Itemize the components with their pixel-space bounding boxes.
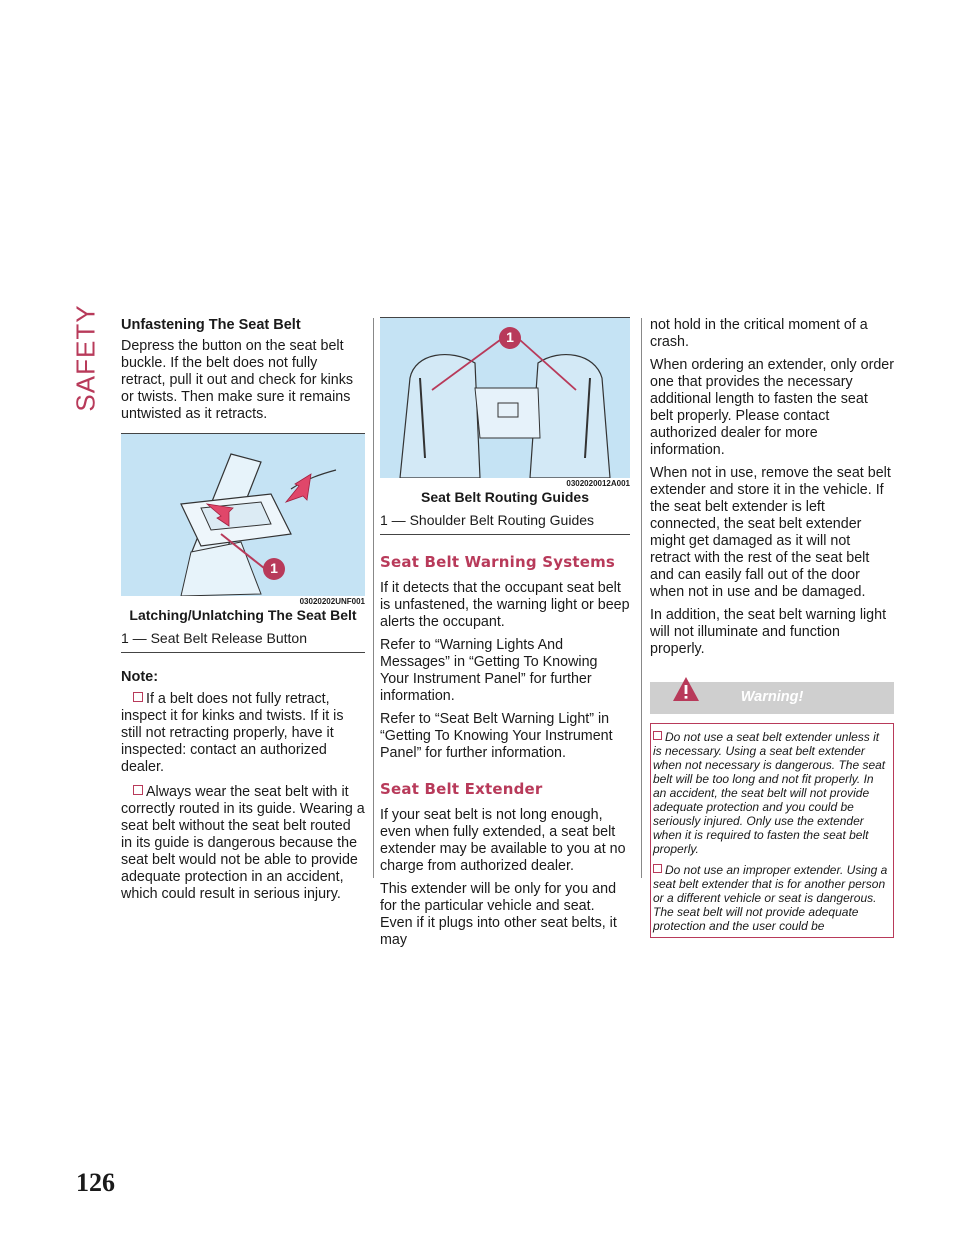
checkbox-bullet-icon <box>133 785 143 795</box>
warning-header <box>650 682 894 714</box>
warning-text: Do not use an improper extender. Using a seat belt extender that is for another person or a different vehicle or seat is dangerous. The seat belt will not provide adequate protection and the user could be <box>653 863 888 933</box>
figure-legend: 1 — Seat Belt Release Button <box>121 630 365 653</box>
figure-caption: Latching/Unlatching The Seat Belt <box>129 607 357 623</box>
subheading-unfastening: Unfastening The Seat Belt <box>121 317 301 333</box>
callout-number: 1 <box>270 560 278 576</box>
paragraph: If your seat belt is not long enough, even when fully extended, a seat belt extender may be available to you at no charge from authorized dealer. <box>380 807 626 874</box>
paragraph: When ordering an extender, only order one that provides the necessary additional length to fasten the seat belt properly. Please contact authorized dealer for more information. <box>650 357 894 458</box>
paragraph: If it detects that the occupant seat belt is unfastened, the warning light or beep alerts the occupant. <box>380 580 630 630</box>
warning-box <box>650 723 894 938</box>
bullet-text: Always wear the seat belt with it correctly routed in its guide. Wearing a seat belt without the seat belt routed in its guide is dangerous because the seat belt would not be able to provide adequate protection in an accident, which could result in serious injury. <box>121 784 365 902</box>
paragraph: In addition, the seat belt warning light will not illuminate and function properly. <box>650 607 887 657</box>
paragraph: When not in use, remove the seat belt extender and store it in the vehicle. If the seat belt extender is left connected, the seat belt extender might get damaged as it will not retract with the rest of the seat belt and can easily fall out of the door when not in use and be damaged. <box>650 465 891 600</box>
section-side-label <box>66 304 106 412</box>
paragraph: Refer to “Warning Lights And Messages” in “Getting To Knowing Your Instrument Panel” for further information. <box>380 637 598 704</box>
note-bullet <box>121 691 365 776</box>
warning-text: Do not use a seat belt extender unless it is necessary. Using a seat belt extender when not necessary is dangerous. The seat belt will be too long and not fit properly. In an accident, the seat belt will not provide adequate protection and you could be seriously injured. Only use the extender when it is required to fasten the seat belt properly. <box>653 730 886 856</box>
figure-caption: Seat Belt Routing Guides <box>420 489 589 505</box>
warning-title: Warning! <box>740 689 804 705</box>
warning-item <box>653 863 890 933</box>
section-heading-warning-systems: Seat Belt Warning Systems <box>380 553 616 571</box>
figure-routing-guides <box>380 317 630 478</box>
paragraph: not hold in the critical moment of a crash. <box>650 317 868 350</box>
column-divider <box>641 318 642 878</box>
checkbox-bullet-icon <box>133 692 143 702</box>
note-bullet <box>121 784 365 903</box>
paragraph: Refer to “Seat Belt Warning Light” in “Getting To Knowing Your Instrument Panel” for further information. <box>380 711 613 761</box>
paragraph: This extender will be only for you and for the particular vehicle and seat. Even if it plugs into other seat belts, it may <box>380 881 617 948</box>
checkbox-bullet-icon <box>653 864 662 873</box>
seat-belt-buckle-illustration <box>121 434 365 596</box>
note-title: Note: <box>121 669 159 685</box>
section-heading-extender: Seat Belt Extender <box>380 780 543 798</box>
column-1 <box>121 317 365 911</box>
page-number: 126 <box>76 1168 115 1197</box>
figure-code: 0302020012A001 <box>566 479 630 488</box>
side-label-text: SAFETY <box>70 304 101 412</box>
bullet-text: If a belt does not fully retract, inspect it for kinks and twists. If it is still not retracting properly, have it inspected: contact an authorized dealer. <box>121 691 344 775</box>
figure-legend: 1 — Shoulder Belt Routing Guides <box>380 512 630 535</box>
column-2 <box>380 317 630 955</box>
column-divider <box>373 318 374 878</box>
figure-code: 03020202UNF001 <box>299 597 365 606</box>
figure-seat-belt-buckle <box>121 433 365 596</box>
column-3 <box>650 317 894 938</box>
checkbox-bullet-icon <box>653 731 662 740</box>
warning-item <box>653 730 890 856</box>
paragraph: Depress the button on the seat belt buckle. If the belt does not fully retract, pull it out and check for kinks or twists. Then make sure it remains untwisted as it retracts. <box>121 338 354 422</box>
callout-number: 1 <box>506 329 514 345</box>
